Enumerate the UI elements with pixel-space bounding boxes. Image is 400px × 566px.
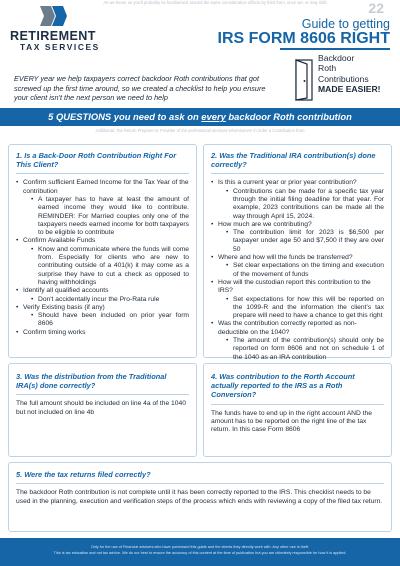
checklist-item-text: Was the contribution correctly reported as non-deductible on the 1040? — [218, 320, 357, 336]
checklist-subitem: • The amount of the contribution(s) should only be reported on form 8606 and not on schedule 1 of the 1040 as an IRA contribution — [226, 337, 384, 362]
checklist-item — [16, 179, 189, 237]
question-3-title: 3. Was the distribution from the Traditional IRA(s) done correctly? — [16, 372, 167, 391]
questions-banner — [0, 108, 400, 126]
question-1-list — [16, 179, 189, 337]
logo-line2: TAX SERVICES — [20, 42, 100, 52]
checklist-item — [16, 237, 189, 287]
checklist-item — [211, 320, 384, 361]
question-5-card — [8, 462, 392, 532]
page-footer — [0, 538, 400, 566]
title-guide-line: Guide to getting — [301, 17, 390, 31]
checklist-item — [211, 179, 384, 220]
card-divider — [16, 483, 384, 484]
checklist-subitem: • Set clear expectations on the timing and execution of the movement of funds — [226, 262, 384, 279]
checklist-subitem: • Should have been included on prior year form 8606 — [31, 312, 189, 329]
checklist-item-text: Confirm timing works — [23, 328, 86, 336]
checklist-item — [211, 221, 384, 254]
door-tagline: MADE EASIER! — [318, 84, 381, 95]
question-3-card — [8, 363, 197, 457]
checklist-subitems — [31, 246, 189, 287]
checklist-item — [211, 279, 384, 320]
checklist-subitem: • Know and communicate where the funds will come from. Especially for clients who are new to contributing outside of a 401(k) it may come as a surprise they have to cut a check as opposed to having withholdings — [31, 246, 189, 287]
question-3-body: The full amount should be included on line 4a of the 1040 but not included on line 4b — [16, 400, 186, 416]
checklist-subitems — [226, 337, 384, 362]
checklist-subitems — [226, 188, 384, 221]
door-word-1: Backdoor — [318, 53, 355, 63]
checklist-subitem: • A taxpayer has to have at least the amount of earned income they would like to contribute. REMINDER: For Married couples only one of the taxpayers needs earned income for both taxpayers to be eligible to contribute — [31, 196, 189, 237]
checklist-subitem: • Don't accidentally incur the Pro-Rata rule — [31, 296, 189, 304]
question-5-title: 5. Were the tax returns filed correctly? — [16, 470, 151, 479]
card-divider — [16, 173, 189, 174]
question-2-list — [211, 179, 384, 362]
checklist-item — [16, 287, 189, 304]
card-divider — [16, 394, 189, 395]
logo-mark-icon — [38, 4, 68, 28]
checklist-item-text: Verify Existing basis (if any) — [23, 303, 105, 311]
checklist-subitems — [226, 229, 384, 254]
footer-disclaimer: This is tax education and not tax advice. We do our best to ensure the accuracy of this content at the time of publication but you are ultimately responsible for how it is applied. — [53, 551, 347, 555]
question-5-body: The backdoor Roth contribution is not complete until it has been correctly reported to the IRS. This checklist needs to be used in the planning, execution and verification steps of the process which ends with reviewing a copy of the filed tax return. — [16, 489, 383, 505]
checklist-subitems — [226, 262, 384, 279]
question-1-card — [8, 144, 197, 358]
checklist-item-text: Confirm sufficient Earned Income for the Tax Year of the contribution — [23, 179, 189, 195]
title-form-line: IRS FORM 8606 RIGHT — [217, 30, 390, 47]
checklist-item-text: Where and how will the funds be transferred? — [218, 254, 353, 262]
checklist-item — [16, 329, 189, 337]
page-header — [0, 0, 400, 118]
question-4-title: 4. Was contribution to the Rorth Account actually reported to the IRS as a Roth Conversion? — [211, 372, 355, 400]
checklist-item-text: How will the custodian report this contribution to the IRS? — [218, 278, 371, 295]
banner-suffix: backdoor Roth contribution — [225, 111, 352, 122]
banner-emphasis: every — [201, 111, 226, 122]
checklist-subitem: • Set expectations for how this will be reported on the 1099-R and the information the client's tax prepare will need to have a chance to get this right — [226, 296, 384, 321]
intro-text: EVERY year we help taxpayers correct backdoor Roth contributions that got screwed up the first time around, so we created a checklist to help you ensure your client isn't the next person we need to help — [14, 74, 266, 103]
question-4-body: The funds have to end up in the right account AND the amount has to be reported on the right line of the tax return. In this case Form 8606 — [211, 409, 372, 434]
question-2-title: 2. Was the Traditional IRA contribution(s) done correctly? — [211, 151, 376, 170]
card-divider — [211, 173, 384, 174]
banner-text — [0, 111, 400, 122]
question-2-card — [203, 144, 392, 361]
checklist-item — [16, 304, 189, 329]
checklist-subitems — [226, 296, 384, 321]
checklist-item-text: Confirm Available Funds — [23, 237, 96, 245]
door-word-3: Contributions — [318, 73, 369, 84]
company-logo — [10, 4, 114, 54]
page-number: 22 — [368, 0, 384, 16]
checklist-subitems — [31, 296, 189, 304]
logo-line1: RETIREMENT — [10, 29, 96, 43]
checklist-item — [211, 254, 384, 279]
banner-prefix: 5 QUESTIONS you need to ask on — [48, 111, 202, 122]
checklist-subitems — [31, 196, 189, 237]
footer-usage-note: Only for the use of Financial advisers who have purchased this guide and the clients they directly work with. Any other use is theft. — [90, 545, 310, 549]
card-divider — [211, 404, 384, 405]
banner-ghost-text: Additional, Tax Return Preparer or Provider of the professional services whomsoever in order a Contribution from — [95, 128, 305, 133]
checklist-item-text: How much are we contributing? — [218, 220, 312, 228]
checklist-subitems — [31, 312, 189, 329]
checklist-item-text: Identify all qualified accounts — [23, 287, 109, 295]
door-icon — [293, 58, 315, 102]
checklist-item-text: Is this a current year or prior year contribution? — [218, 179, 357, 187]
checklist-subitem: • Contributions can be made for a specific tax year through the initial filing deadline for that year. For example, 2023 contributions can be made all the way through April 15, 2024. — [226, 188, 384, 221]
question-1-title: 1. Is a Back-Door Roth Contribution Right For This Client? — [16, 151, 177, 170]
question-4-card — [203, 363, 392, 457]
door-word-2: Roth — [318, 63, 337, 74]
title-divider — [280, 48, 390, 50]
checklist-subitem: • The contribution limit for 2023 is $6,500 per taxpayer under age 50 and $7,500 if they are over 50 — [226, 229, 384, 254]
header-ghost-text: As we know, as you'll probably be familiarised around the same consideration affects by third from, once we, or may shift — [103, 0, 327, 5]
